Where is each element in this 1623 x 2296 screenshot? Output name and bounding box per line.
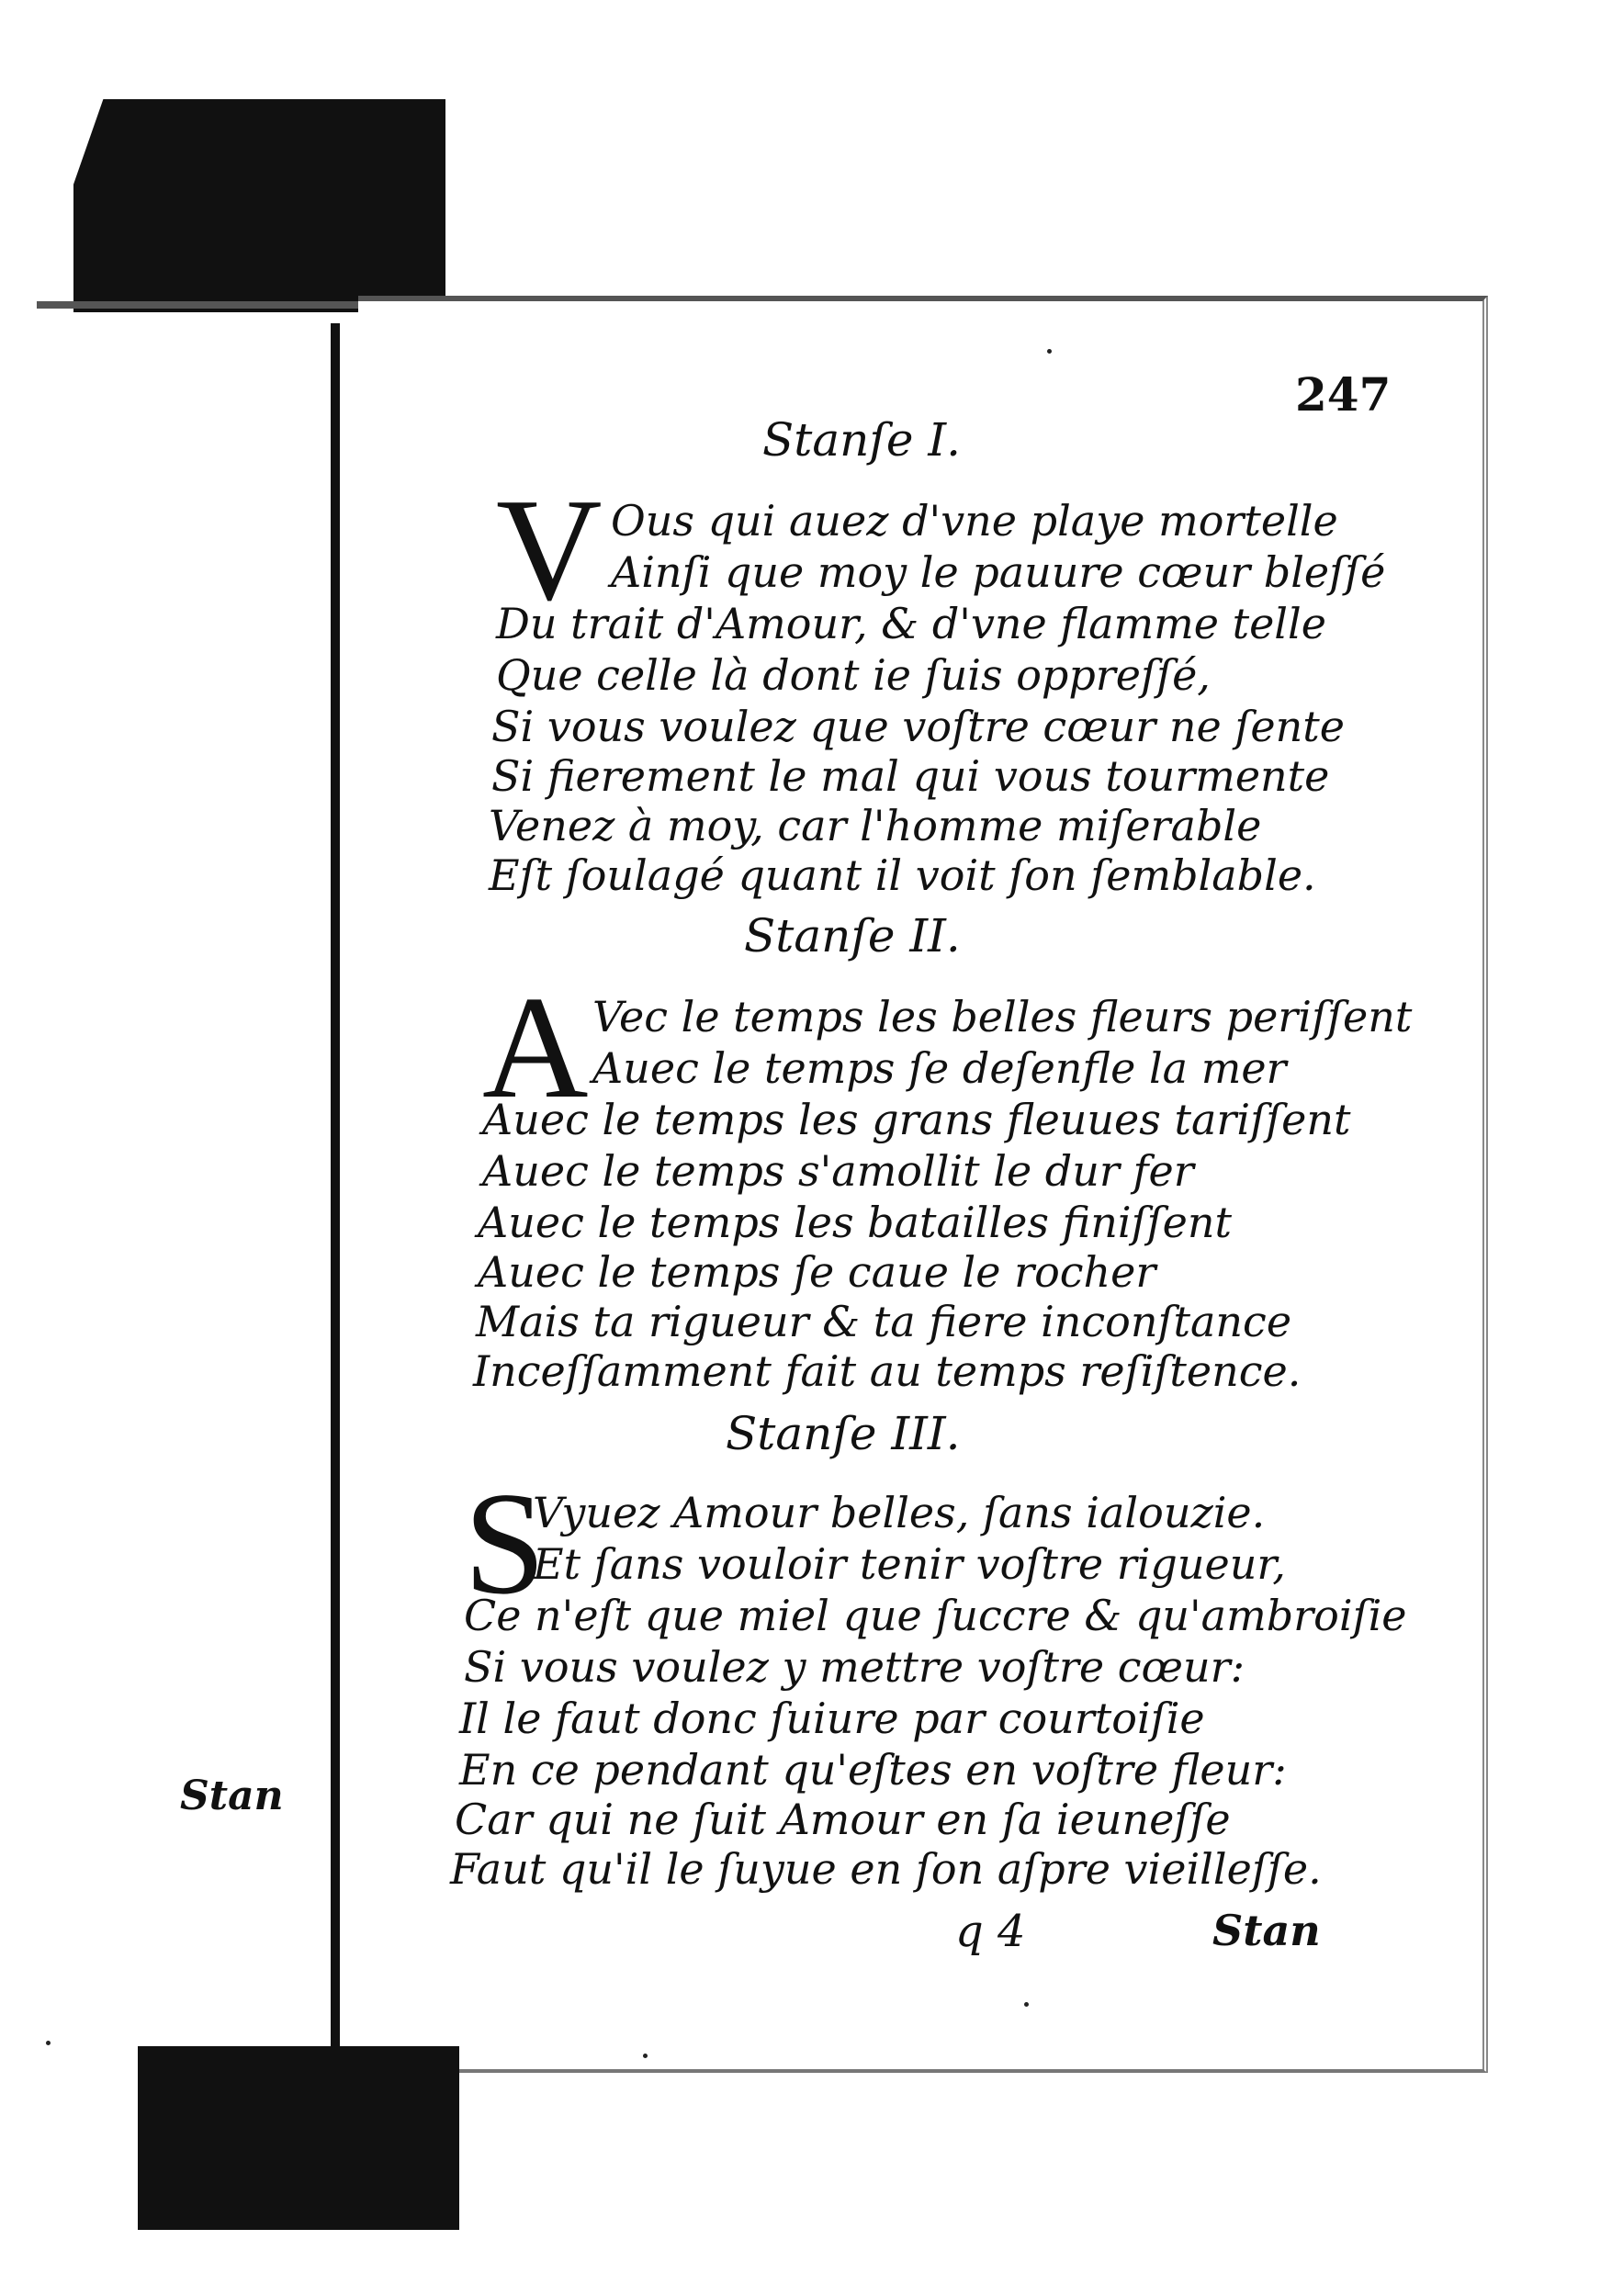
stanza-title: Stanſe I. [762, 413, 961, 467]
verse-line: Du trait d'Amour, & d'vne flamme telle [496, 599, 1326, 648]
verse-line: Auec le temps ſe caue le rocher [478, 1247, 1156, 1297]
verse-line: Que celle là dont ie ſuis oppreſſé, [496, 650, 1211, 700]
verse-line: Vec le temps les belles fleurs periſſent [592, 992, 1413, 1041]
verse-line: Ce n'eſt que miel que ſuccre & qu'ambroiſie [464, 1591, 1407, 1640]
page-spine-shadow [331, 323, 340, 2052]
verse-line: Eſt ſoulagé quant il voit ſon ſemblable. [489, 850, 1316, 900]
verse-line: Auec le temps les batailles finiſſent [478, 1198, 1232, 1247]
verse-line: En ce pendant qu'eſtes en voſtre fleur: [459, 1745, 1287, 1795]
ink-speck [46, 2041, 51, 2045]
drop-initial: V [496, 467, 603, 631]
drop-initial: S [464, 1461, 546, 1625]
signature-mark: q 4 [955, 1906, 1026, 1957]
verse-line: Et ſans vouloir tenir voſtre rigueur, [533, 1539, 1286, 1589]
ink-speck [1024, 2002, 1029, 2007]
verse-line: Auec le temps ſe deſenfle la mer [592, 1043, 1287, 1093]
verse-line: Venez à moy, car l'homme miſerable [489, 801, 1262, 850]
verse-line: Ainſi que moy le pauure cœur bleſſé [611, 547, 1386, 597]
ink-speck [643, 2054, 648, 2058]
drop-initial: A [482, 965, 589, 1129]
margin-catchword: Stan [180, 1773, 284, 1819]
verse-line: Auec le temps les grans fleuues tariſſent [482, 1095, 1351, 1144]
verse-line: Si fierement le mal qui vous tourmente [491, 751, 1330, 801]
catchword: Stan [1212, 1906, 1321, 1955]
verse-line: Si vous voulez que voſtre cœur ne ſente [491, 702, 1345, 751]
verse-line: Si vous voulez y mettre voſtre cœur: [464, 1642, 1245, 1692]
verse-line: Vyuez Amour belles, ſans ialouzie. [533, 1488, 1266, 1537]
verse-line: Faut qu'il le ſuyue en ſon aſpre vieilleſſe. [450, 1844, 1322, 1894]
book-clamp-bottom [138, 2046, 459, 2230]
stanza-title: Stanſe II. [744, 909, 961, 962]
book-clamp-top [73, 99, 445, 312]
left-page-edge [37, 301, 367, 309]
verse-line: Ous qui auez d'vne playe mortelle [611, 496, 1338, 546]
verse-line: Car qui ne ſuit Amour en ſa ieuneſſe [455, 1795, 1231, 1844]
ink-speck [1047, 349, 1052, 354]
verse-line: Inceſſamment fait au temps reſiſtence. [473, 1346, 1302, 1396]
verse-line: Auec le temps s'amollit le dur fer [482, 1146, 1194, 1196]
verse-line: Il le faut donc ſuiure par courtoiſie [459, 1694, 1205, 1743]
verse-line: Mais ta rigueur & ta fiere inconſtance [476, 1297, 1292, 1346]
page-number: 247 [1295, 367, 1392, 422]
stanza-title: Stanſe III. [726, 1407, 961, 1460]
